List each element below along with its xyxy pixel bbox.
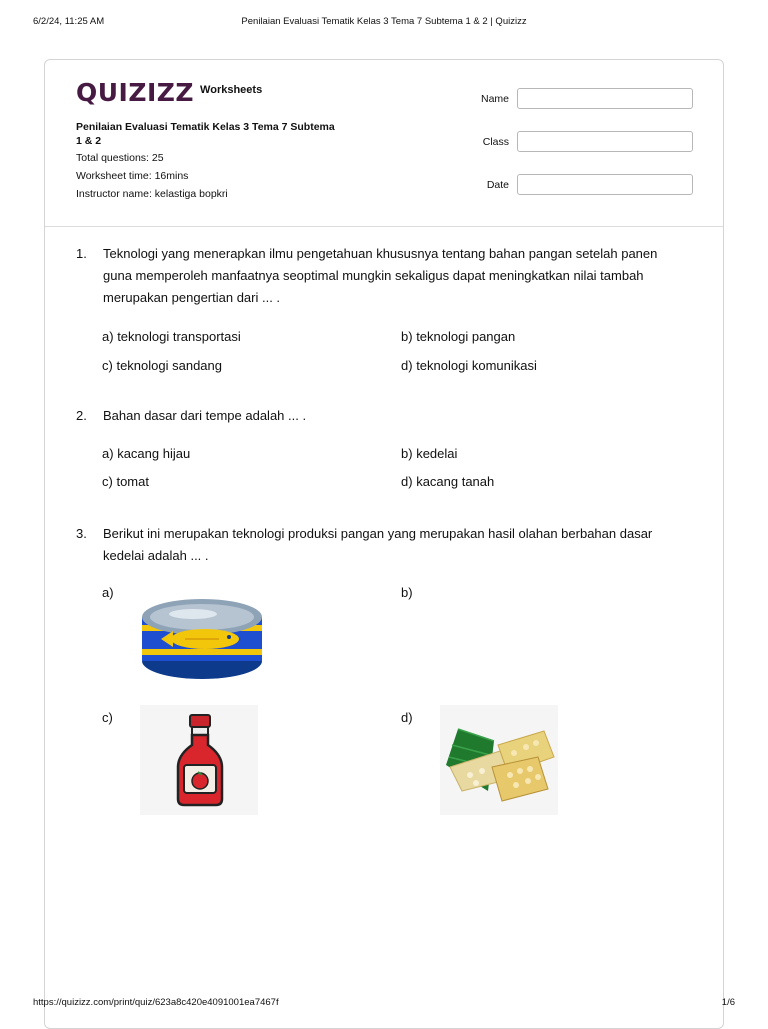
logo-section-label: Worksheets	[200, 84, 263, 96]
total-questions: Total questions: 25	[76, 152, 164, 164]
option-a: a) kacang hijau	[102, 446, 191, 461]
option-b: b) teknologi pangan	[401, 329, 516, 344]
class-field[interactable]	[517, 131, 693, 152]
class-label: Class	[482, 136, 509, 148]
worksheet-header	[45, 60, 723, 227]
date-label: Date	[486, 179, 509, 191]
question-number: 1.	[76, 246, 87, 261]
date-field[interactable]	[517, 174, 693, 195]
question-number: 3.	[76, 526, 87, 541]
tempeh-image	[440, 705, 558, 815]
logo-wordmark: QUIZIZZ	[76, 78, 195, 107]
option-a-label: a)	[102, 585, 114, 600]
option-d-label: d)	[401, 710, 413, 725]
worksheet-card	[44, 59, 724, 1029]
worksheet-title: Penilaian Evaluasi Tematik Kelas 3 Tema 7 Subtema 1 & 2	[76, 121, 335, 147]
print-page-title: Penilaian Evaluasi Tematik Kelas 3 Tema 7 Subtema 1 & 2 | Quizizz	[241, 16, 527, 27]
option-b: b) kedelai	[401, 446, 458, 461]
option-b-label: b)	[401, 585, 413, 600]
name-label: Name	[480, 93, 509, 105]
ketchup-bottle-image	[140, 705, 258, 815]
option-d: d) kacang tanah	[401, 474, 495, 489]
option-a: a) teknologi transportasi	[102, 329, 241, 344]
print-url[interactable]: https://quizizz.com/print/quiz/623a8c420e4091001ea7467f	[33, 997, 279, 1008]
canned-fish-image	[133, 581, 271, 689]
option-d: d) teknologi komunikasi	[401, 358, 537, 373]
question-number: 2.	[76, 408, 87, 423]
question-text: Berikut ini merupakan teknologi produksi pangan yang merupakan hasil olahan berbahan dasar kedelai adalah ... .	[103, 526, 653, 563]
question-text: Teknologi yang menerapkan ilmu pengetahuan khususnya tentang bahan pangan setelah panen guna memperoleh manfaatnya seoptimal mungkin sekaligus dapat meningkatkan nilai tambah merupakan pengertian dari ... .	[103, 246, 658, 305]
print-page-number: 1/6	[721, 997, 735, 1008]
option-c: c) tomat	[102, 474, 149, 489]
print-datetime: 6/2/24, 11:25 AM	[33, 16, 105, 27]
instructor-name: Instructor name: kelastiga bopkri	[76, 188, 228, 200]
quizizz-logo	[76, 78, 262, 107]
question-text: Bahan dasar dari tempe adalah ... .	[103, 408, 307, 423]
option-c: c) teknologi sandang	[102, 358, 222, 373]
name-field[interactable]	[517, 88, 693, 109]
option-c-label: c)	[102, 710, 113, 725]
worksheet-time: Worksheet time: 16mins	[76, 170, 189, 182]
